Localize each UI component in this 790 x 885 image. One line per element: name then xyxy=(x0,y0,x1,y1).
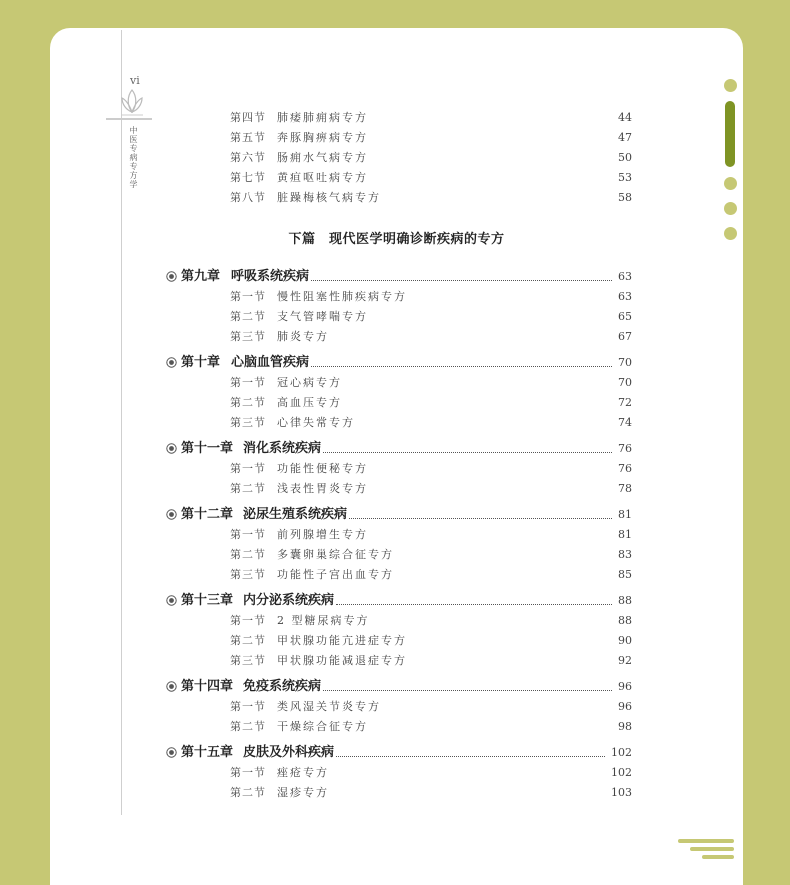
section-number: 第五节 xyxy=(230,131,266,144)
chapter-bullet-icon xyxy=(166,443,177,454)
dot-leader xyxy=(311,366,612,367)
toc-section-row[interactable] xyxy=(230,393,632,413)
dot-leader xyxy=(336,756,605,757)
section-title: 功能性便秘专方 xyxy=(277,462,368,475)
toc-section-row[interactable] xyxy=(230,413,632,433)
section-title: 干燥综合征专方 xyxy=(277,720,368,733)
chapter-number: 第十四章 xyxy=(181,679,234,694)
nav-dot-1[interactable] xyxy=(724,79,737,92)
chapter-bullet-icon xyxy=(166,681,177,692)
chapter-page: 102 xyxy=(611,746,632,759)
section-title: 慢性阻塞性肺疾病专方 xyxy=(277,290,407,303)
section-page: 88 xyxy=(618,614,632,627)
toc-section-row[interactable] xyxy=(230,188,632,208)
section-title: 肺痿肺痈病专方 xyxy=(277,111,368,124)
toc-section-row[interactable] xyxy=(230,631,632,651)
section-number: 第一节 xyxy=(230,614,266,627)
toc-section-row[interactable] xyxy=(230,459,632,479)
toc-section-row[interactable] xyxy=(230,697,632,717)
section-page: 78 xyxy=(618,482,632,495)
section-number: 第三节 xyxy=(230,568,266,581)
toc-chapter-row[interactable] xyxy=(166,439,632,459)
dot-leader xyxy=(311,280,612,281)
chapter-page: 96 xyxy=(618,680,632,693)
section-page: 58 xyxy=(618,191,632,204)
section-title: 肠痈水气病专方 xyxy=(277,151,368,164)
section-page: 53 xyxy=(618,171,632,184)
decor-line xyxy=(690,847,734,851)
toc-section-row[interactable] xyxy=(230,651,632,671)
section-title: 肺炎专方 xyxy=(277,330,329,343)
lotus-icon xyxy=(117,86,147,118)
section-title: 奔豚胸痹病专方 xyxy=(277,131,368,144)
section-page: 102 xyxy=(611,766,632,779)
dot-leader xyxy=(349,518,612,519)
chapter-page: 63 xyxy=(618,270,632,283)
toc-section-row[interactable] xyxy=(230,565,632,585)
section-page: 50 xyxy=(618,151,632,164)
toc-chapter-row[interactable] xyxy=(166,743,632,763)
toc-section-row[interactable] xyxy=(230,287,632,307)
part-title: 下篇 现代医学明确诊断疾病的专方 xyxy=(288,232,505,247)
toc-section-row[interactable] xyxy=(230,168,632,188)
chapter-bullet-icon xyxy=(166,271,177,282)
chapter-title: 心脑血管疾病 xyxy=(231,355,310,370)
section-page: 81 xyxy=(618,528,632,541)
toc-chapter-row[interactable] xyxy=(166,353,632,373)
section-number: 第一节 xyxy=(230,766,266,779)
section-number: 第四节 xyxy=(230,111,266,124)
section-number: 第三节 xyxy=(230,330,266,343)
section-number: 第二节 xyxy=(230,548,266,561)
section-page: 74 xyxy=(618,416,632,429)
chapter-bullet-icon xyxy=(166,595,177,606)
toc-chapter-row[interactable] xyxy=(166,505,632,525)
section-page: 65 xyxy=(618,310,632,323)
section-page: 90 xyxy=(618,634,632,647)
section-number: 第二节 xyxy=(230,720,266,733)
decor-line xyxy=(678,839,734,843)
chapter-bullet-icon xyxy=(166,357,177,368)
section-page: 47 xyxy=(618,131,632,144)
toc-section-row[interactable] xyxy=(230,611,632,631)
chapter-page: 76 xyxy=(618,442,632,455)
section-title: 支气管哮喘专方 xyxy=(277,310,368,323)
toc-section-row[interactable] xyxy=(230,763,632,783)
section-title: 湿疹专方 xyxy=(277,786,329,799)
section-title: 甲状腺功能亢进症专方 xyxy=(277,634,407,647)
section-page: 72 xyxy=(618,396,632,409)
section-number: 第二节 xyxy=(230,396,266,409)
toc-section-row[interactable] xyxy=(230,717,632,737)
section-number: 第一节 xyxy=(230,700,266,713)
chapter-title: 泌尿生殖系统疾病 xyxy=(243,507,348,522)
toc-section-row[interactable] xyxy=(230,545,632,565)
toc-section-row[interactable] xyxy=(230,148,632,168)
margin-rule xyxy=(121,30,122,815)
section-title: 黄疸呕吐病专方 xyxy=(277,171,368,184)
section-page: 83 xyxy=(618,548,632,561)
chapter-bullet-icon xyxy=(166,747,177,758)
toc-chapter-row[interactable] xyxy=(166,591,632,611)
section-title: 前列腺增生专方 xyxy=(277,528,368,541)
toc-chapter-row[interactable] xyxy=(166,267,632,287)
toc-chapter-row[interactable] xyxy=(166,677,632,697)
section-title: 高血压专方 xyxy=(277,396,342,409)
section-number: 第三节 xyxy=(230,654,266,667)
toc-section-row[interactable] xyxy=(230,327,632,347)
chapter-number: 第十五章 xyxy=(181,745,234,760)
toc-section-row[interactable] xyxy=(230,128,632,148)
toc-section-row[interactable] xyxy=(230,108,632,128)
section-title: 浅表性胃炎专方 xyxy=(277,482,368,495)
spine-title: 中医专病专方学 xyxy=(129,126,138,189)
section-title: 类风湿关节炎专方 xyxy=(277,700,381,713)
section-number: 第二节 xyxy=(230,482,266,495)
toc-section-row[interactable] xyxy=(230,479,632,499)
decor-line xyxy=(702,855,734,859)
dot-leader xyxy=(323,452,612,453)
dot-leader xyxy=(336,604,612,605)
page-number: vi xyxy=(130,74,140,87)
section-page: 63 xyxy=(618,290,632,303)
section-number: 第二节 xyxy=(230,634,266,647)
side-rule xyxy=(106,118,152,120)
section-page: 70 xyxy=(618,376,632,389)
chapter-number: 第十章 xyxy=(181,355,221,370)
section-number: 第一节 xyxy=(230,290,266,303)
book-page xyxy=(50,28,743,885)
chapter-page: 70 xyxy=(618,356,632,369)
chapter-title: 皮肤及外科疾病 xyxy=(243,745,335,760)
section-page: 44 xyxy=(618,111,632,124)
chapter-page: 88 xyxy=(618,594,632,607)
section-number: 第六节 xyxy=(230,151,266,164)
section-page: 85 xyxy=(618,568,632,581)
nav-dot-active[interactable] xyxy=(725,101,735,167)
section-title: 2 型糖尿病专方 xyxy=(277,614,370,627)
chapter-bullet-icon xyxy=(166,509,177,520)
section-page: 92 xyxy=(618,654,632,667)
section-title: 心律失常专方 xyxy=(277,416,355,429)
section-number: 第二节 xyxy=(230,310,266,323)
chapter-title: 消化系统疾病 xyxy=(243,441,322,456)
section-page: 67 xyxy=(618,330,632,343)
section-number: 第二节 xyxy=(230,786,266,799)
toc-section-row[interactable] xyxy=(230,783,632,803)
chapter-page: 81 xyxy=(618,508,632,521)
chapter-number: 第十一章 xyxy=(181,441,234,456)
section-number: 第一节 xyxy=(230,376,266,389)
chapter-number: 第十二章 xyxy=(181,507,234,522)
section-number: 第七节 xyxy=(230,171,266,184)
toc-section-row[interactable] xyxy=(230,373,632,393)
nav-dot-5[interactable] xyxy=(724,227,737,240)
section-number: 第八节 xyxy=(230,191,266,204)
chapter-number: 第十三章 xyxy=(181,593,234,608)
toc-section-row[interactable] xyxy=(230,525,632,545)
nav-dot-4[interactable] xyxy=(724,202,737,215)
dot-leader xyxy=(323,690,612,691)
chapter-title: 呼吸系统疾病 xyxy=(231,269,310,284)
section-page: 96 xyxy=(618,700,632,713)
section-page: 103 xyxy=(611,786,632,799)
section-title: 冠心病专方 xyxy=(277,376,342,389)
section-title: 功能性子宫出血专方 xyxy=(277,568,394,581)
chapter-title: 内分泌系统疾病 xyxy=(243,593,335,608)
section-number: 第三节 xyxy=(230,416,266,429)
section-title: 多囊卵巢综合征专方 xyxy=(277,548,394,561)
section-title: 脏躁梅核气病专方 xyxy=(277,191,381,204)
section-number: 第一节 xyxy=(230,528,266,541)
section-title: 痤疮专方 xyxy=(277,766,329,779)
chapter-number: 第九章 xyxy=(181,269,221,284)
section-page: 76 xyxy=(618,462,632,475)
section-title: 甲状腺功能减退症专方 xyxy=(277,654,407,667)
chapter-title: 免疫系统疾病 xyxy=(243,679,322,694)
section-page: 98 xyxy=(618,720,632,733)
toc-section-row[interactable] xyxy=(230,307,632,327)
nav-dot-3[interactable] xyxy=(724,177,737,190)
section-number: 第一节 xyxy=(230,462,266,475)
